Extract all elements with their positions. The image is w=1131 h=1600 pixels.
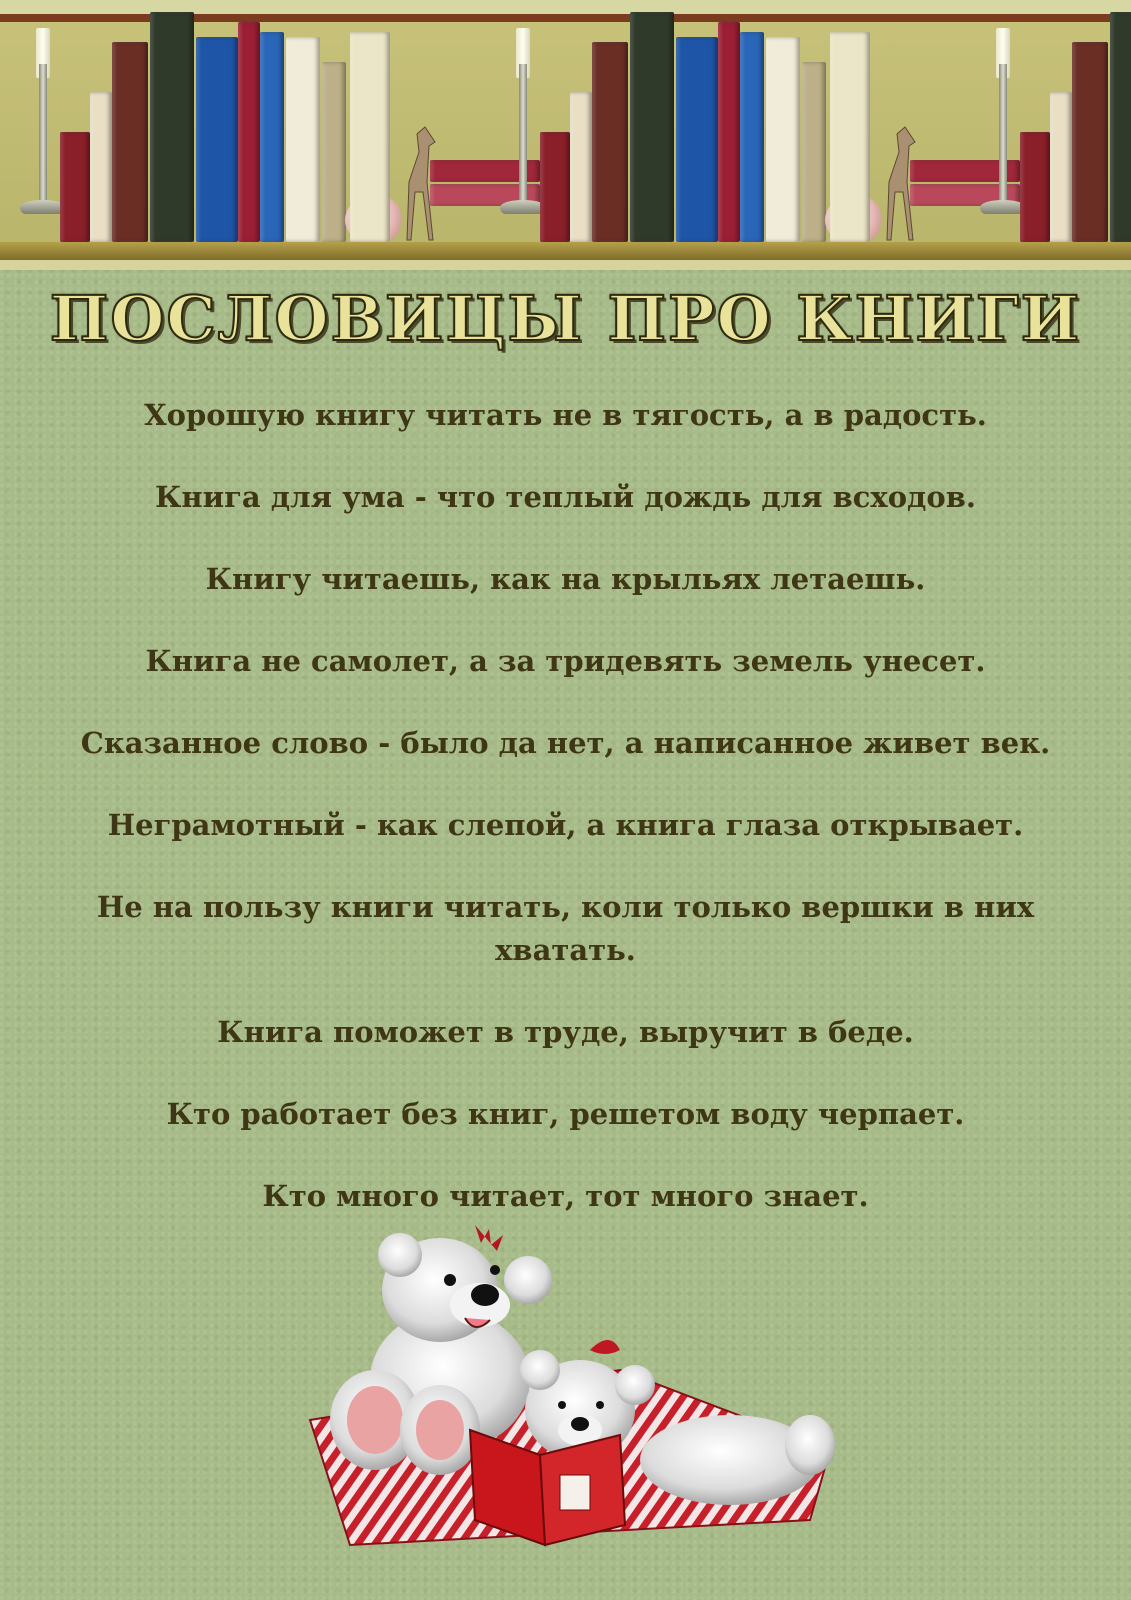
proverb-9: Кто работает без книг, решетом воду черпает. <box>166 1097 965 1131</box>
shelf-book <box>112 42 148 242</box>
proverb-1: Хорошую книгу читать не в тягость, а в радость. <box>144 398 987 432</box>
shelf-book <box>592 42 628 242</box>
candle-stem <box>39 64 47 214</box>
proverb-10: Кто много читает, тот много знает. <box>262 1179 869 1213</box>
shelf-book <box>830 32 870 242</box>
proverb-3: Книгу читаешь, как на крыльях летаешь. <box>205 562 926 596</box>
bookshelf-header <box>0 0 1131 270</box>
shelf-book <box>1110 12 1131 242</box>
proverb-8: Книга поможет в труде, выручит в беде. <box>217 1015 914 1049</box>
candle-stem <box>999 64 1007 214</box>
shelf-book <box>802 62 826 242</box>
shelf-book <box>766 37 800 242</box>
proverb-4: Книга не самолет, а за тридевять земель унесет. <box>145 644 986 678</box>
shelf-book <box>540 132 570 242</box>
shelf-book <box>150 12 194 242</box>
shelf-book <box>90 92 112 242</box>
shelf-book <box>238 22 260 242</box>
shelf-book <box>630 12 674 242</box>
shelf-book <box>322 62 346 242</box>
shelf-book <box>60 132 90 242</box>
shelf-book <box>286 37 320 242</box>
shelf-book <box>1072 42 1108 242</box>
proverbs-list <box>60 394 1071 1257</box>
shelf-book <box>260 32 284 242</box>
shelf-book <box>1020 132 1050 242</box>
shelf-book <box>350 32 390 242</box>
shelf-book <box>740 32 764 242</box>
proverb-5: Сказанное слово - было да нет, а написанное живет век. <box>80 726 1051 760</box>
candle-stem <box>519 64 527 214</box>
shelf-bottom-trim <box>0 260 1131 270</box>
proverb-2: Книга для ума - что теплый дождь для всходов. <box>155 480 976 514</box>
giraffe-figurine <box>395 122 445 242</box>
proverb-6: Неграмотный - как слепой, а книга глаза открывает. <box>107 808 1024 842</box>
shelf-book <box>1050 92 1072 242</box>
shelf-book <box>718 22 740 242</box>
teddy-bears-reading-illustration <box>290 1220 850 1560</box>
shelf-book <box>570 92 592 242</box>
shelf-board <box>0 242 1131 260</box>
giraffe-figurine <box>875 122 925 242</box>
shelf-book <box>676 37 718 242</box>
shelf-book <box>196 37 238 242</box>
page-title: ПОСЛОВИЦЫ ПРО КНИГИ <box>49 282 1082 355</box>
proverb-7: Не на пользу книги читать, коли только вершки в них хватать. <box>96 890 1035 967</box>
